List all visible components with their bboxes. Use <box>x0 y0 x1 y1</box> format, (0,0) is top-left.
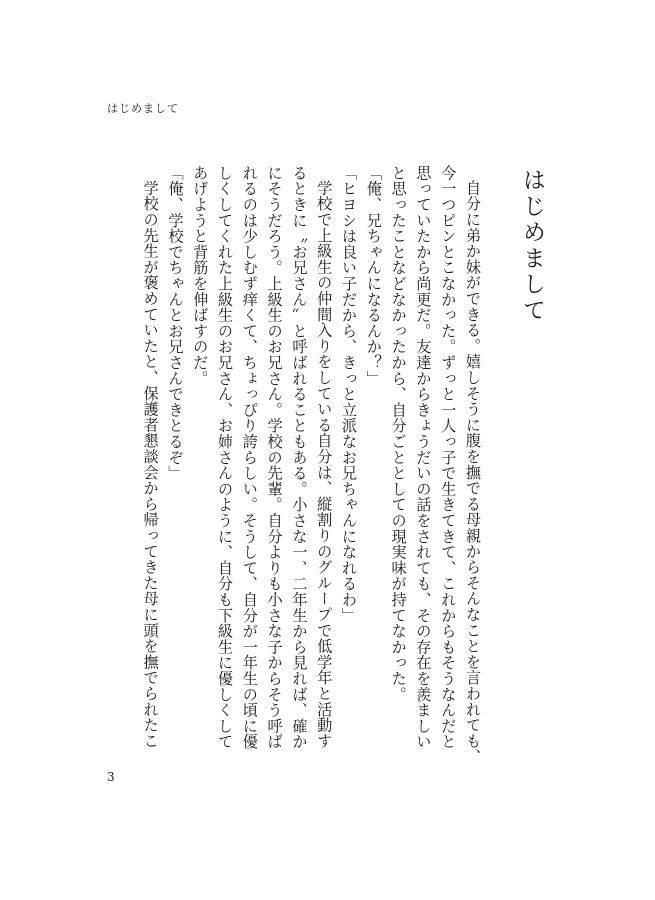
text-line: 「俺、学校でちゃんとお兄さんできとるぞ」 <box>166 165 185 481</box>
running-header: はじめまして <box>107 102 179 115</box>
text-line: しくしてくれた上級生のお兄さん、お姉さんのように、自分も下級生に優しくして <box>216 165 235 750</box>
text-line: あげようと背筋を伸ばすのだ。 <box>191 165 210 387</box>
body-text <box>102 165 485 765</box>
page-number: 3 <box>107 770 115 784</box>
text-line: 学校で上級生の仲間入りをしている自分は、縦割りのグループで低学年と活動す <box>315 180 334 749</box>
text-line: と思ったことなどなかったから、自分ごととしての現実味が持てなかった。 <box>389 165 408 703</box>
text-line: 「ヒヨシは良い子だから、きっと立派なお兄ちゃんになれるわ」 <box>340 165 359 624</box>
text-line: 今一つピンとこなかった。ずっと一人っ子で生きてきて、これからもそうなんだと <box>439 165 458 750</box>
chapter-title: はじめまして <box>519 168 545 324</box>
text-line: 思っていたから尚更だ。友達からきょうだいの話をされても、その存在を羨ましい <box>414 165 433 750</box>
text-line: 「俺、兄ちゃんになるんか？」 <box>364 165 383 387</box>
text-line: るときに〝お兄さん〟と呼ばれることもある。小さな一、二年生から見れば、確か <box>290 165 309 750</box>
text-line: 学校の先生が褒めていたと、保護者懇談会から帰ってきた母に頭を撫でられたこ <box>141 180 160 749</box>
text-line: 自分に弟か妹ができる。嬉しそうに腹を撫でる母親からそんなことを言われても、 <box>464 180 482 765</box>
text-line: にそうだろう。上級生のお兄さん。学校の先輩。自分よりも小さな子からそう呼ば <box>265 165 284 750</box>
text-line: れるのは少しむず痒くて、ちょっぴり誇らしい。そうして、自分が一年生の頃に優 <box>240 165 259 750</box>
